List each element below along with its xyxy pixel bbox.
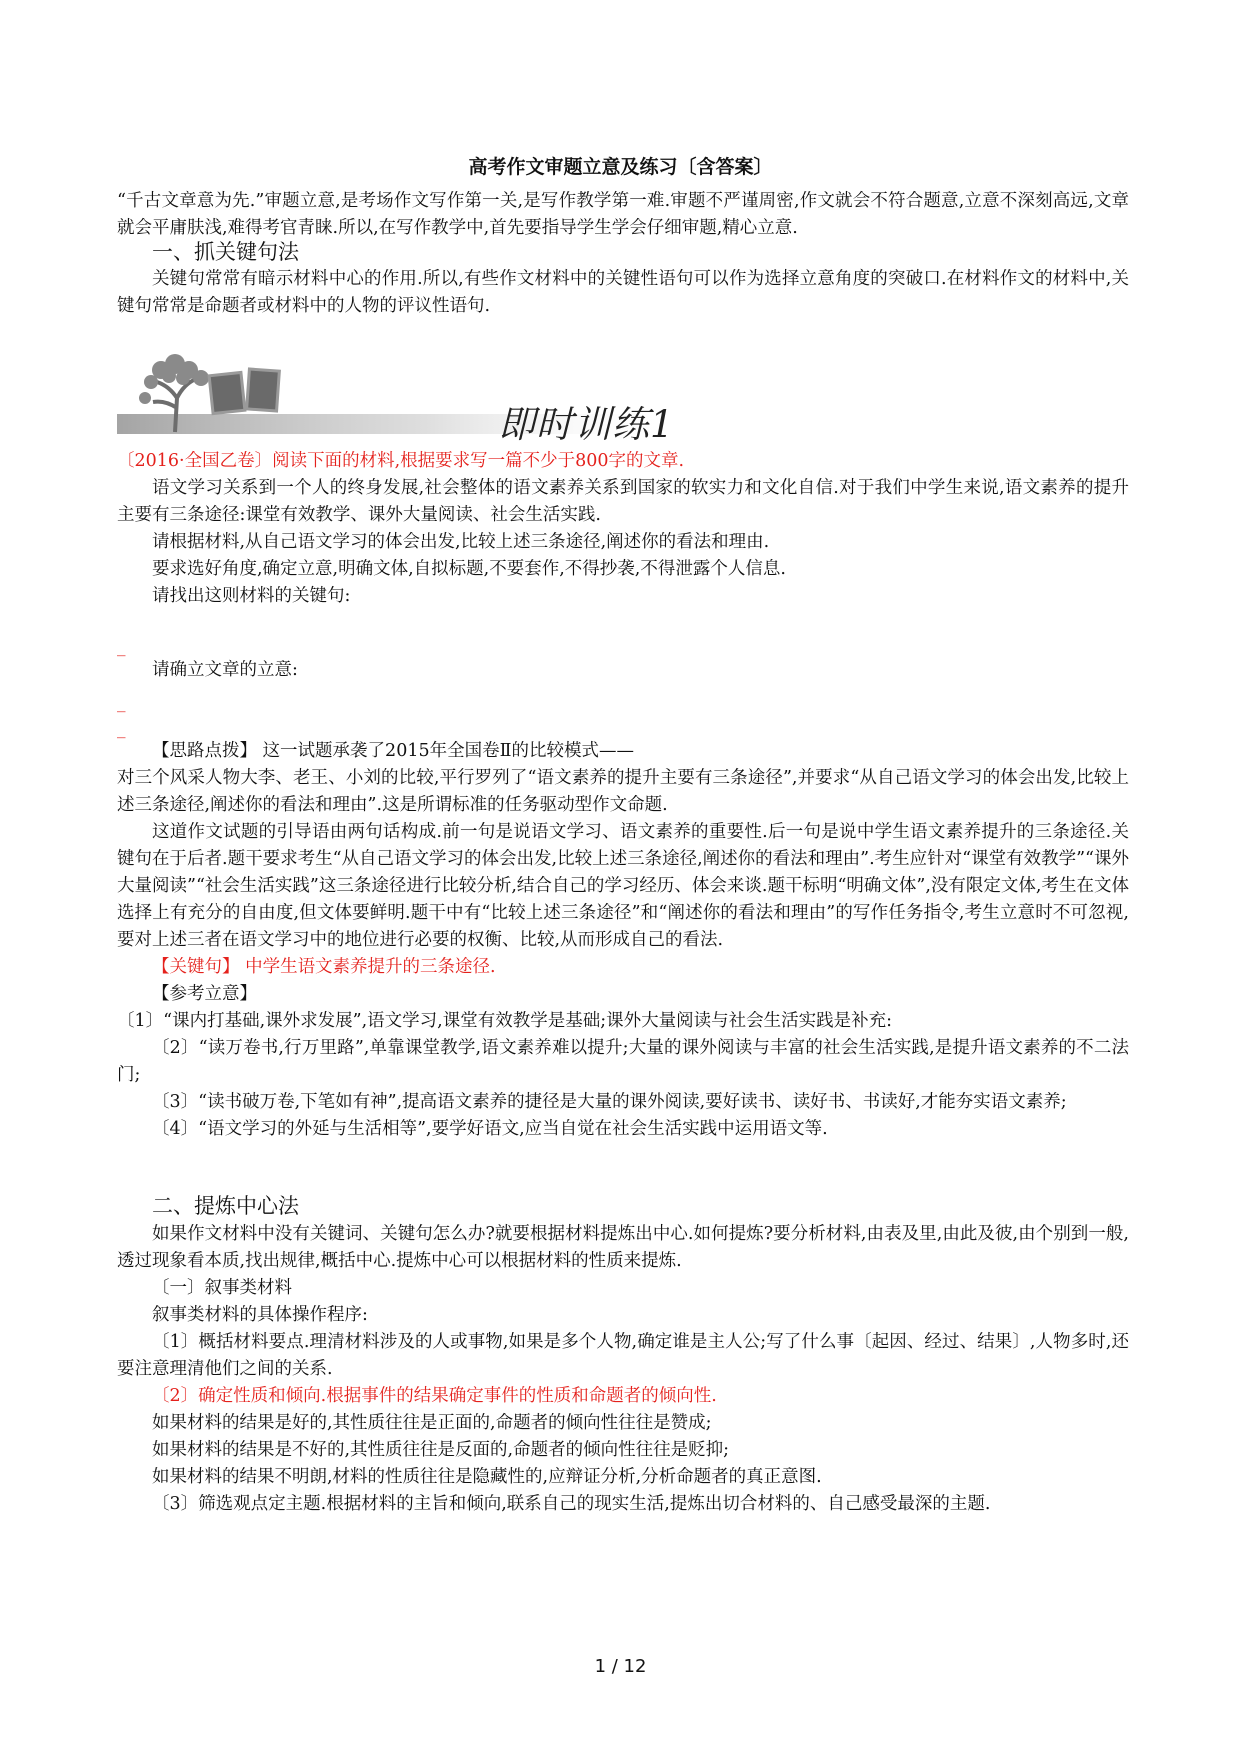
case-bad-result: 如果材料的结果是不好的,其性质往往是反面的,命题者的倾向性往往是贬抑; <box>152 1440 730 1460</box>
reference-label: 【参考立意】 <box>152 984 257 1004</box>
document-title: 高考作文审题立意及练习〔含答案〕 <box>468 156 773 178</box>
intro-text: “千古文章意为先.”审题立意,是考场作文写作第一关,是写作教学第一难.审题不严谨周密,作文就会不符合题意,立意不深刻高远,文章就会平庸肤浅,难得考官青睐.所以,在写作教学中,首先要指导学生学会仔细审题,精心立意. <box>117 191 1129 238</box>
section2-heading: 二、提炼中心法 <box>152 1194 299 1218</box>
narrative-procedure-intro: 叙事类材料的具体操作程序: <box>152 1305 368 1325</box>
answer-blank-3[interactable]: _ <box>117 719 126 739</box>
section1-body: 关键句常常有暗示材料中心的作用.所以,有些作文材料中的关键性语句可以作为选择立意角度的突破口.在材料作文的材料中,关键句常常是命题者或材料中的人物的评议性语句. <box>117 269 1129 316</box>
case-good-result: 如果材料的结果是好的,其性质往往是正面的,命题者的倾向性往往是赞成; <box>152 1413 712 1433</box>
key-sentence-line <box>117 954 1129 981</box>
analysis-section <box>117 738 1129 1143</box>
case-unclear-result: 如果材料的结果不明朗,材料的性质往往是隐藏性的,应辩证分析,分析命题者的真正意图. <box>152 1467 822 1487</box>
exercise-body <box>117 475 1129 610</box>
section1-heading: 一、抓关键句法 <box>152 240 299 264</box>
reference-item-4: 〔4〕“语文学习的外延与生活相等”,要学好语文,应当自觉在社会生活实践中运用语文等. <box>152 1119 828 1139</box>
exercise-material: 语文学习关系到一个人的终身发展,社会整体的语文素养关系到国家的软实力和文化自信.对于我们中学生来说,语文素养的提升主要有三条途径:课堂有效教学、课外大量阅读、社会生活实践. <box>117 478 1129 525</box>
key-sentence-text: 中学生语文素养提升的三条途径. <box>239 957 496 977</box>
exercise-requirement-2: 要求选好角度,确定立意,明确文体,自拟标题,不要套作,不得抄袭,不得泄露个人信息. <box>152 559 786 579</box>
reference-item-1: 〔1〕“课内打基础,课外求发展”,语文学习,课堂有效教学是基础;课外大量阅读与社会生活实践是补充: <box>117 1011 893 1031</box>
exercise-source: 〔2016·全国乙卷〕阅读下面的材料,根据要求写一篇不少于800字的文章. <box>117 451 685 471</box>
exercise-question-2: 请确立文章的立意: <box>152 660 298 680</box>
exercise-banner-label: 即时训练1 <box>498 403 675 446</box>
section2-intro: 如果作文材料中没有关键词、关键句怎么办?就要根据材料提炼出中心.如何提炼?要分析材料,由表及里,由此及彼,由个别到一般,透过现象看本质,找出规律,概括中心.提炼中心可以根据材料的性质来提炼. <box>117 1224 1129 1271</box>
reference-item-3: 〔3〕“读书破万卷,下笔如有神”,提高语文素养的捷径是大量的课外阅读,要好读书、读好书、书读好,才能夯实语文素养; <box>152 1092 1067 1112</box>
exercise-requirement-1: 请根据材料,从自己语文学习的体会出发,比较上述三条途径,阐述你的看法和理由. <box>152 532 770 552</box>
intro-paragraph <box>117 188 1129 242</box>
answer-blank-2[interactable]: _ <box>117 693 126 713</box>
page-number: 1 / 12 <box>594 1656 647 1677</box>
procedure-step-1: 〔1〕概括材料要点.理清材料涉及的人或事物,如果是多个人物,确定谁是主人公;写了什么事〔起因、经过、结果〕,人物多时,还要注意理清他们之间的关系. <box>117 1332 1129 1379</box>
key-sentence-label: 【关键句】 <box>152 957 240 977</box>
answer-blank-1[interactable]: _ <box>117 637 126 657</box>
reference-item-2: 〔2〕“读万卷书,行万里路”,单靠课堂教学,语文素养难以提升;大量的课外阅读与丰富的社会生活实践,是提升语文素养的不二法门; <box>117 1038 1129 1085</box>
procedure-step-3: 〔3〕筛选观点定主题.根据材料的主旨和倾向,联系自己的现实生活,提炼出切合材料的、自己感受最深的主题. <box>152 1494 991 1514</box>
analysis-lead: 【思路点拨】 这一试题承袭了2015年全国卷Ⅱ的比较模式—— <box>152 741 634 761</box>
narrative-subheading: 〔一〕叙事类材料 <box>152 1278 292 1298</box>
analysis-paragraph-1: 对三个风采人物大李、老王、小刘的比较,平行罗列了“语文素养的提升主要有三条途径”,并要求“从自己语文学习的体会出发,比较上述三条途径,阐述你的看法和理由”.这是所谓标准的任务驱动型作文命题. <box>117 768 1129 815</box>
analysis-paragraph-2: 这道作文试题的引导语由两句话构成.前一句是说语文学习、语文素养的重要性.后一句是说中学生语文素养提升的三条途径.关键句在于后者.题干要求考生“从自己语文学习的体会出发,比较上述三条途径,阐述你的看法和理由”.考生应针对“课堂有效教学”“课外大量阅读”“社会生活实践”这三条途径进行比较分析,结合自己的学习经历、体会来谈.题干标明“明确文体”,没有限定文体,考生在文体选择上有充分的自由度,但文体要鲜明.题干中有“比较上述三条途径”和“阐述你的看法和理由”的写作任务指令,考生立意时不可忽视,要对上述三者在语文学习中的地位进行必要的权衡、比较,从而形成自己的看法. <box>117 822 1129 950</box>
exercise-question-1: 请找出这则材料的关键句: <box>152 586 351 606</box>
procedure-step-2: 〔2〕确定性质和倾向.根据事件的结果确定事件的性质和命题者的倾向性. <box>152 1386 717 1406</box>
section2-body <box>117 1221 1129 1518</box>
